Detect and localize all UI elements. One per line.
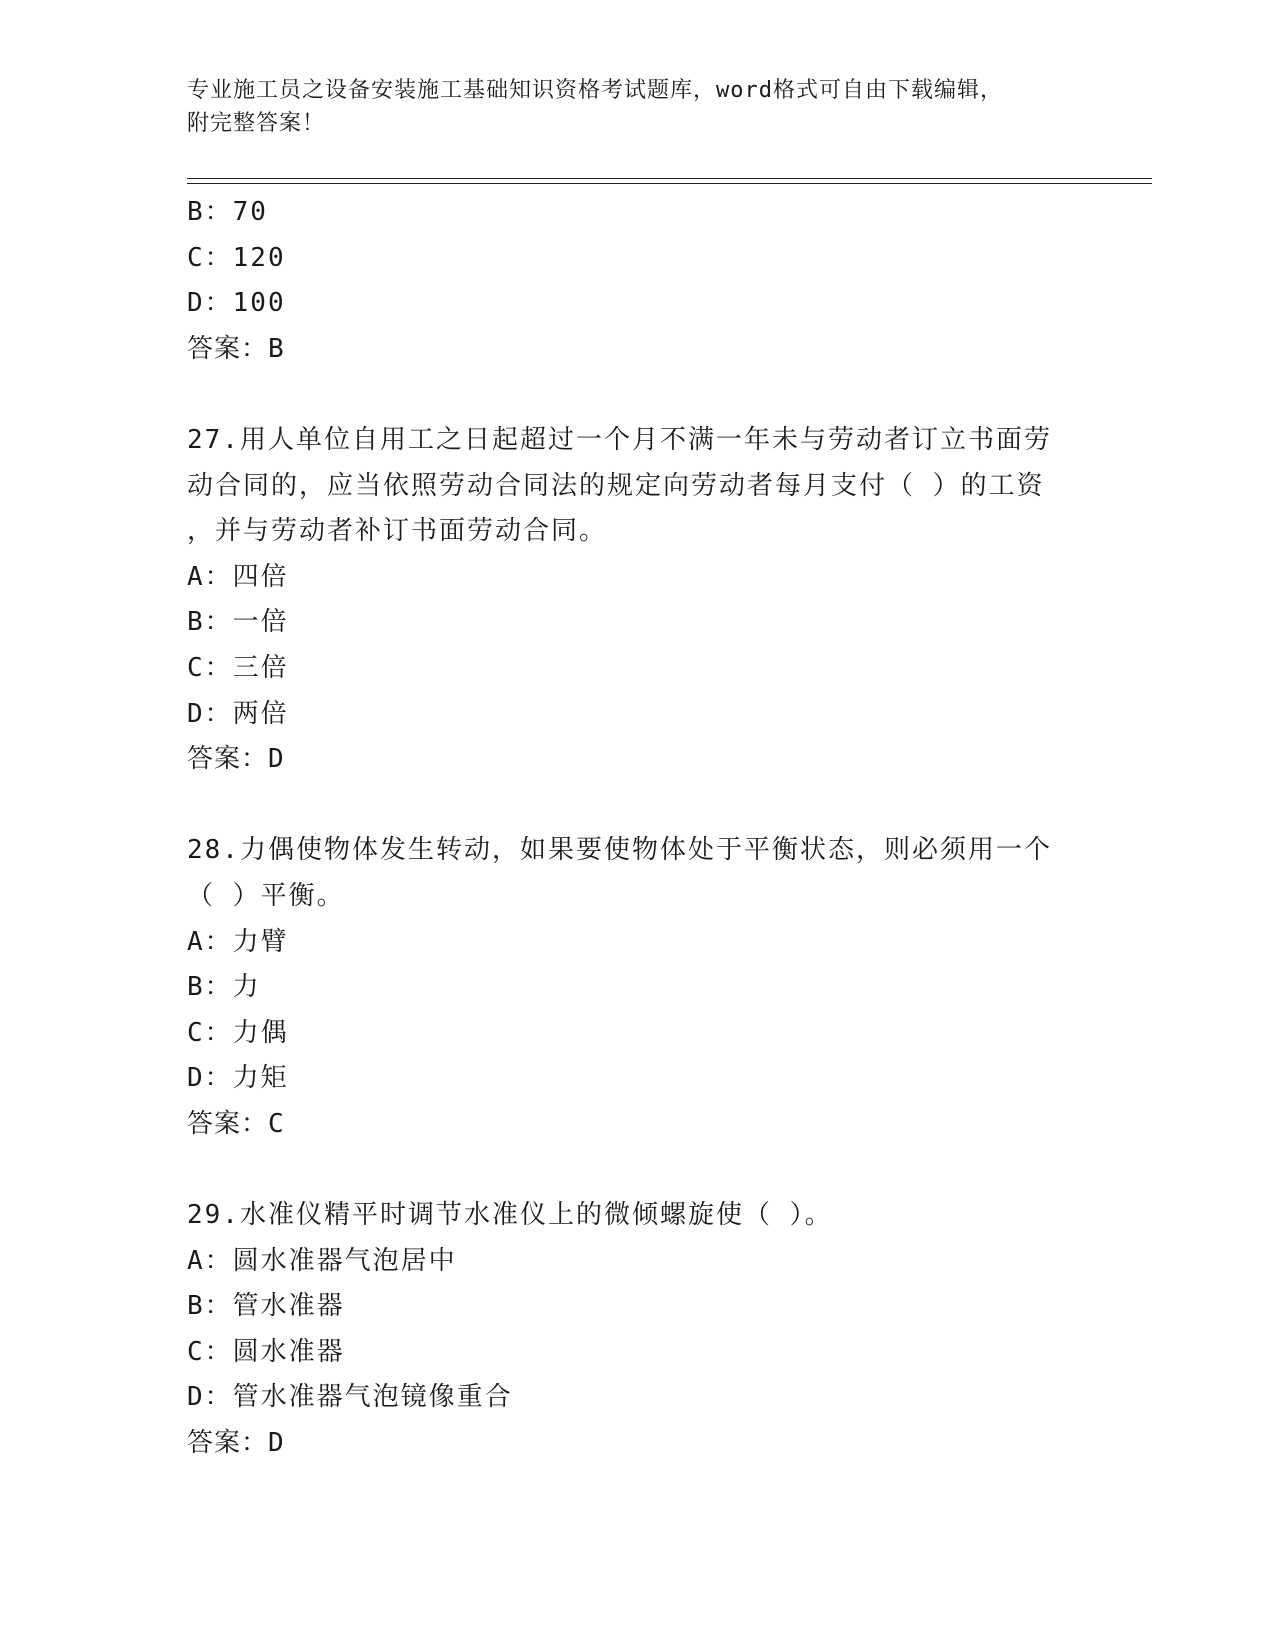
header-line-2: 附完整答案！	[187, 111, 326, 136]
spacer	[187, 372, 1087, 418]
answer-line: 答案：C	[187, 1108, 285, 1139]
header-line-1: 专业施工员之设备安装施工基础知识资格考试题库，word格式可自由下载编辑，	[187, 78, 1003, 103]
option-b: B：70	[187, 197, 268, 227]
option-b: B：一倍	[187, 607, 289, 638]
option-d: D：100	[187, 288, 286, 319]
previous-question	[187, 190, 1087, 372]
header-divider-bottom	[187, 183, 1152, 184]
option-a: A：圆水准器气泡居中	[187, 1245, 457, 1276]
question-text-line: （ ）平衡。	[187, 880, 345, 911]
answer-line: 答案：D	[187, 1428, 285, 1459]
option-c: C：120	[187, 242, 286, 273]
spacer	[187, 783, 1087, 829]
question-27	[187, 418, 1087, 783]
option-b: B：力	[187, 972, 261, 1003]
option-a: A：力臂	[187, 926, 289, 957]
question-list	[187, 190, 1087, 1467]
answer-line: 答案：D	[187, 744, 285, 775]
question-text-line: 动合同的，应当依照劳动合同法的规定向劳动者每月支付（ ）的工资	[187, 470, 1045, 501]
option-d: D：力矩	[187, 1063, 289, 1094]
option-a: A：四倍	[187, 561, 289, 592]
question-text-line: 27.用人单位自用工之日起超过一个月不满一年未与劳动者订立书面劳	[187, 424, 1052, 455]
option-d: D：管水准器气泡镜像重合	[187, 1382, 513, 1413]
question-29	[187, 1193, 1087, 1467]
question-text-line: 28.力偶使物体发生转动，如果要使物体处于平衡状态，则必须用一个	[187, 835, 1052, 866]
answer-line: 答案：B	[187, 333, 285, 364]
option-c: C：圆水准器	[187, 1336, 345, 1367]
option-b: B：管水准器	[187, 1291, 345, 1322]
question-text-line: ，并与劳动者补订书面劳动合同。	[187, 516, 608, 547]
option-c: C：力偶	[187, 1017, 289, 1048]
question-28	[187, 828, 1087, 1147]
spacer	[187, 1147, 1087, 1193]
header-divider-top	[187, 178, 1152, 179]
question-text-line: 29.水准仪精平时调节水准仪上的微倾螺旋使（ ）。	[187, 1200, 833, 1231]
document-header	[187, 74, 1087, 140]
option-c: C：三倍	[187, 652, 289, 683]
option-d: D：两倍	[187, 698, 289, 729]
